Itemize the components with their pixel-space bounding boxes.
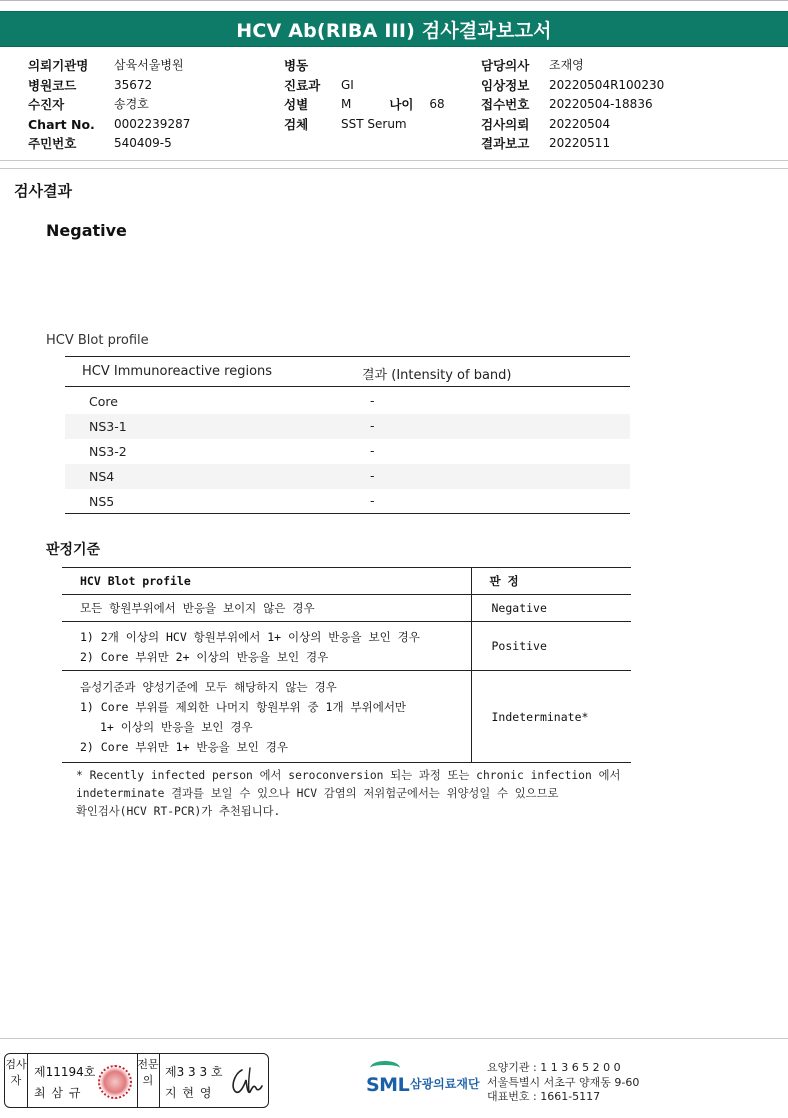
info-value: 20220504-18836	[549, 97, 653, 111]
info-value: 20220504	[549, 116, 611, 131]
criteria-judgement: Indeterminate*	[471, 671, 631, 763]
report-title-bar	[0, 11, 788, 47]
info-value: SST Serum	[341, 116, 407, 131]
region-name: NS3-2	[89, 444, 127, 459]
criteria-judgement: Positive	[471, 622, 631, 671]
blot-table-top-rule	[65, 356, 630, 357]
top-border	[0, 0, 788, 1]
inspector-no: 제11194호	[34, 1065, 96, 1079]
info-divider	[0, 160, 788, 161]
info-label: 임상정보	[481, 77, 530, 93]
signature-box	[4, 1053, 269, 1108]
info-label: 접수번호	[481, 97, 530, 112]
inspector-label: 검사자	[5, 1058, 27, 1087]
table-row	[62, 622, 631, 671]
info-value: 삼육서울병원	[114, 58, 184, 72]
box-divider	[27, 1054, 28, 1107]
criteria-line: 1) 2개 이상의 HCV 항원부위에서 1+ 이상의 반응을 보인 경우	[80, 630, 420, 644]
info-label: 병동	[284, 58, 309, 73]
info-label: Chart No.	[28, 116, 95, 132]
patient-info-col3	[481, 56, 664, 154]
blot-header-result: 결과 (Intensity of band)	[362, 368, 512, 383]
criteria-judgement: Negative	[471, 595, 631, 622]
criteria-section-title: 판정기준	[46, 542, 101, 558]
criteria-line: 음성기준과 양성기준에 모두 해당하지 않는 경우	[80, 679, 337, 694]
region-result: -	[370, 468, 375, 483]
region-result: -	[370, 393, 375, 408]
region-name: Core	[89, 394, 118, 409]
table-row	[65, 489, 630, 514]
footer-divider	[0, 1038, 788, 1039]
info-label: 주민번호	[28, 136, 77, 151]
patient-info-col1	[28, 56, 190, 154]
region-name: NS4	[89, 469, 115, 484]
footnote-line: 확인검사(HCV RT-PCR)가 추천됩니다.	[76, 805, 281, 818]
report-title: HCV Ab(RIBA III) 검사결과보고서	[236, 19, 552, 42]
table-row	[62, 671, 631, 763]
info-value: 송경호	[114, 97, 149, 111]
criteria-header-judgement: 판 정	[471, 568, 631, 595]
info-label: 수진자	[28, 97, 65, 112]
criteria-line: 1+ 이상의 반응을 보인 경우	[100, 719, 253, 734]
table-row	[62, 595, 631, 622]
region-result: -	[370, 418, 375, 433]
criteria-header-profile: HCV Blot profile	[62, 568, 471, 595]
info-value: GI	[341, 77, 354, 92]
blot-table-header-rule	[65, 386, 630, 387]
info-value: M	[341, 97, 352, 111]
blot-profile-title: HCV Blot profile	[46, 333, 149, 348]
org-name: 삼광의료재단	[410, 1077, 480, 1091]
table-row	[65, 414, 630, 439]
table-row	[65, 464, 630, 489]
criteria-line: 2) Core 부위만 1+ 반응을 보인 경우	[80, 739, 289, 754]
box-divider	[159, 1054, 160, 1107]
info-label: 결과보고	[481, 136, 530, 151]
criteria-line: 2) Core 부위만 2+ 이상의 반응을 보인 경우	[80, 650, 329, 664]
region-result: -	[370, 443, 375, 458]
blot-table-bottom-rule	[65, 513, 630, 514]
specialist-label: 전문의	[137, 1058, 159, 1087]
info-value: 0002239287	[114, 116, 191, 131]
address-line: 서울특별시 서초구 양재동 9-60	[487, 1075, 640, 1089]
criteria-line: 모든 항원부위에서 반응을 보이지 않은 경우	[80, 601, 315, 615]
org-address	[487, 1061, 639, 1105]
info-label: 검사의뢰	[481, 116, 530, 132]
info-label: 진료과	[284, 77, 321, 93]
sml-logo	[366, 1061, 486, 1103]
address-line: 대표번호 : 1661-5117	[487, 1090, 601, 1103]
criteria-line: 1) Core 부위를 제외한 나머지 항원부위 중 1개 부위에서만	[80, 699, 407, 714]
result-section-title: 검사결과	[14, 182, 72, 200]
footnote-line: indeterminate 결과를 보일 수 있으나 HCV 감염의 저위험군에서는 위양성일 수 있으므로	[76, 787, 559, 800]
inspector-name: 최 삼 규	[34, 1086, 82, 1100]
info-label: 검체	[284, 116, 309, 132]
region-name: NS5	[89, 494, 115, 509]
logo-text: SML	[366, 1074, 410, 1096]
specialist-no: 제3 3 3 호	[165, 1065, 223, 1079]
info-label: 의뢰기관명	[28, 58, 89, 73]
criteria-table	[62, 567, 631, 763]
specialist-name: 지 현 영	[165, 1086, 213, 1100]
info-label: 성별	[284, 97, 309, 112]
logo-arc-icon	[370, 1061, 400, 1075]
info-value: 조재영	[549, 58, 584, 72]
signature-icon	[228, 1062, 264, 1100]
info-value: 35672	[114, 77, 153, 92]
info-label: 담당의사	[481, 58, 530, 73]
info-value: 20220504R100230	[549, 77, 665, 92]
criteria-header-row	[62, 568, 631, 595]
age-value: 68	[429, 97, 445, 111]
criteria-footnote	[76, 767, 620, 821]
footnote-line: * Recently infected person 에서 seroconversion 되는 과정 또는 chronic infection 에서	[76, 769, 621, 782]
address-line: 요양기관 : 1 1 3 6 5 2 0 0	[487, 1061, 621, 1074]
blot-header-region: HCV Immunoreactive regions	[82, 364, 273, 379]
info-label: 병원코드	[28, 77, 77, 93]
seal-icon	[98, 1065, 132, 1099]
table-row	[65, 439, 630, 464]
patient-info-col2	[284, 56, 445, 134]
table-row	[65, 389, 630, 414]
info-value: 20220511	[549, 136, 611, 150]
info-value: 540409-5	[114, 136, 172, 150]
age-label: 나이	[389, 97, 414, 112]
result-value: Negative	[46, 221, 127, 240]
region-name: NS3-1	[89, 419, 127, 434]
info-divider	[0, 168, 788, 169]
region-result: -	[370, 493, 375, 508]
